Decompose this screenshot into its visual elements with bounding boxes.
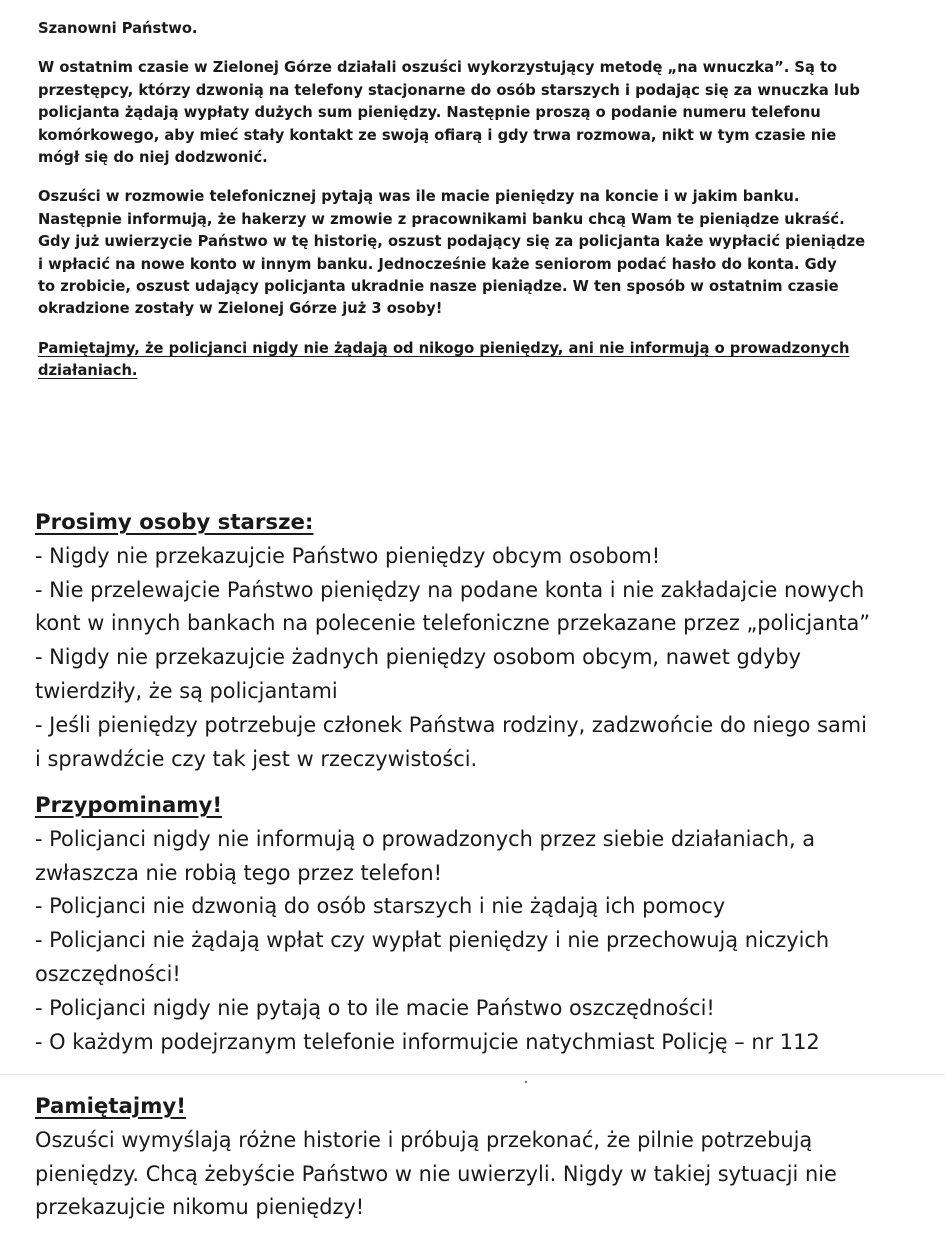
list-line: oszczędności! [35, 961, 181, 986]
list-line: i sprawdźcie czy tak jest w rzeczywistości. [35, 746, 478, 771]
paragraph-line: to zrobicie, oszust udający policjanta ukradnie nasze pieniądze. W ten sposób w ostatnim czasie [38, 278, 839, 296]
list-line: - Nigdy nie przekazujcie Państwo pieniędzy obcym osobom! [35, 543, 661, 568]
closing-line: Oszuści wymyślają różne historie i próbują przekonać, że pilnie potrzebują [35, 1127, 813, 1152]
list-line: - Nie przelewajcie Państwo pieniędzy na podane konta i nie zakładajcie nowych [35, 577, 865, 602]
closing-line: przekazujcie nikomu pieniędzy! [35, 1195, 365, 1220]
section-reminder [35, 789, 930, 1059]
section-heading: Pamiętajmy! [35, 1094, 186, 1119]
paragraph-scam-method [38, 57, 918, 169]
section-elderly [35, 506, 930, 776]
emphasis-paragraph [38, 338, 918, 383]
paragraph-bank-scam [38, 186, 918, 320]
list-line: - Policjanci nie dzwonią do osób starszych i nie żądają ich pomocy [35, 894, 726, 919]
list-line: - O każdym podejrzanym telefonie informujcie natychmiast Policję – nr 112 [35, 1029, 820, 1054]
scan-speck [525, 1081, 527, 1083]
paragraph-line: Gdy już uwierzycie Państwo w tę historię, oszust podający się za policjanta każe wypłacić pieniądze [38, 233, 866, 251]
paragraph-line: Oszuści w rozmowie telefonicznej pytają was ile macie pieniędzy na koncie i w jakim banku. [38, 188, 800, 206]
list-line: - Policjanci nie żądają wpłat czy wypłat pieniędzy i nie przechowują niczyich [35, 928, 830, 953]
list-line: - Nigdy nie przekazujcie żadnych pieniędzy osobom obcym, nawet gdyby [35, 645, 802, 670]
paragraph-line: i wpłacić na nowe konto w innym banku. Jednocześnie każe seniorom podać hasło do konta. Gdy [38, 255, 837, 273]
section-remember [35, 1090, 930, 1225]
letter-intro [38, 18, 918, 383]
list-line: - Jeśli pieniędzy potrzebuje członek Państwa rodziny, zadzwońcie do niego sami [35, 712, 867, 737]
section-heading: Prosimy osoby starsze: [35, 510, 314, 535]
paragraph-line: komórkowego, aby mieć stały kontakt ze swoją ofiarą i gdy trwa rozmowa, nikt w tym czasie nie [38, 126, 837, 144]
paragraph-line: mógł się do niej dodzwonić. [38, 149, 268, 167]
paragraph-line: W ostatnim czasie w Zielonej Górze działali oszuści wykorzystujący metodę „na wnuczka”. Są to [38, 59, 838, 77]
paragraph-line: przestępcy, którzy dzwonią na telefony stacjonarne do osób starszych i podając się za wnuczka lub [38, 81, 860, 99]
paragraph-line: policjanta żądają wypłaty dużych sum pieniędzy. Następnie proszą o podanie numeru telefonu [38, 104, 821, 122]
list-line: - Policjanci nigdy nie informują o prowadzonych przez siebie działaniach, a [35, 826, 816, 851]
paragraph-line: okradzione zostały w Zielonej Górze już 3 osoby! [38, 300, 443, 318]
section-divider [0, 1074, 945, 1075]
paragraph-line: Następnie informują, że hakerzy w zmowie z pracownikami banku chcą Wam te pieniądze ukraść. [38, 210, 845, 228]
list-line: - Policjanci nigdy nie pytają o to ile macie Państwo oszczędności! [35, 995, 715, 1020]
salutation: Szanowni Państwo. [38, 20, 198, 37]
list-line: twierdziły, że są policjantami [35, 678, 338, 703]
list-line: kont w innych bankach na polecenie telefoniczne przekazane przez „policjanta” [35, 611, 871, 636]
closing-line: pieniędzy. Chcą żebyście Państwo w nie uwierzyli. Nigdy w takiej sytuacji nie [35, 1161, 837, 1186]
emphasis-line: działaniach. [38, 362, 138, 380]
section-heading: Przypominamy! [35, 793, 223, 818]
emphasis-line: Pamiętajmy, że policjanci nigdy nie żądają od nikogo pieniędzy, ani nie informują o prowadzonych [38, 339, 850, 357]
list-line: zwłaszcza nie robią tego przez telefon! [35, 860, 442, 885]
